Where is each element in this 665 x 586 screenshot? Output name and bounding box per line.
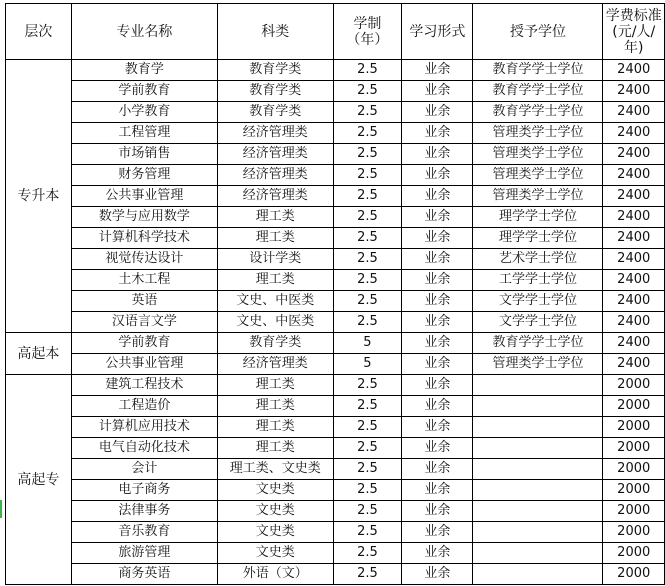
cell-degree[interactable]: 教育学学士学位 [473, 333, 603, 354]
header-fee[interactable] [603, 4, 665, 60]
cell-category[interactable]: 文史类 [217, 480, 333, 501]
cell-major[interactable]: 计算机应用技术 [71, 417, 217, 438]
cell-fee[interactable]: 2400 [603, 333, 665, 354]
cell-years[interactable]: 2.5 [333, 564, 402, 585]
table-body [6, 60, 665, 585]
cell-category[interactable]: 理工类 [217, 438, 333, 459]
table-row [6, 123, 665, 144]
cell-fee[interactable]: 2000 [603, 459, 665, 480]
table-row [6, 144, 665, 165]
cell-major[interactable]: 教育学 [71, 60, 217, 81]
table-row [6, 165, 665, 186]
cell-major[interactable]: 计算机科学技术 [71, 228, 217, 249]
cell-years[interactable]: 2.5 [333, 186, 402, 207]
table-row [6, 81, 665, 102]
cell-mode[interactable]: 业余 [402, 186, 473, 207]
cell-category[interactable]: 理工类 [217, 417, 333, 438]
cell-category[interactable]: 文史类 [217, 543, 333, 564]
header-level[interactable]: 层次 [6, 4, 72, 60]
cell-degree[interactable] [473, 480, 603, 501]
cell-mode[interactable]: 业余 [402, 81, 473, 102]
table-row [6, 249, 665, 270]
cell-fee[interactable]: 2400 [603, 144, 665, 165]
cell-mode[interactable]: 业余 [402, 165, 473, 186]
cell-degree[interactable]: 管理类学士学位 [473, 354, 603, 375]
cell-category[interactable]: 设计学类 [217, 249, 333, 270]
cell-mode[interactable]: 业余 [402, 438, 473, 459]
cell-category[interactable]: 经济管理类 [217, 123, 333, 144]
cell-fee[interactable]: 2000 [603, 438, 665, 459]
cell-mode[interactable]: 业余 [402, 144, 473, 165]
cell-major[interactable]: 公共事业管理 [71, 354, 217, 375]
header-degree[interactable]: 授予学位 [473, 4, 603, 60]
row-indicator-bar [0, 500, 2, 518]
cell-fee[interactable]: 2000 [603, 480, 665, 501]
table-row [6, 396, 665, 417]
cell-category[interactable]: 经济管理类 [217, 186, 333, 207]
cell-major[interactable]: 电子商务 [71, 480, 217, 501]
cell-fee[interactable]: 2000 [603, 564, 665, 585]
table-row [6, 312, 665, 333]
cell-major[interactable]: 音乐教育 [71, 522, 217, 543]
table-row [6, 270, 665, 291]
cell-fee[interactable]: 2400 [603, 354, 665, 375]
cell-mode[interactable]: 业余 [402, 270, 473, 291]
table-row [6, 60, 665, 81]
cell-years[interactable]: 2.5 [333, 165, 402, 186]
cell-level[interactable]: 专升本 [6, 60, 72, 333]
cell-category[interactable]: 理工类 [217, 375, 333, 396]
header-fee-line2: (元/人/ [612, 23, 656, 40]
cell-major[interactable]: 英语 [71, 291, 217, 312]
cell-major[interactable]: 法律事务 [71, 501, 217, 522]
cell-fee[interactable]: 2000 [603, 543, 665, 564]
cell-major[interactable]: 学前教育 [71, 333, 217, 354]
cell-degree[interactable] [473, 375, 603, 396]
table-row [6, 102, 665, 123]
header-years-line2: （年） [346, 31, 389, 48]
cell-mode[interactable]: 业余 [402, 417, 473, 438]
cell-category[interactable]: 理工类 [217, 228, 333, 249]
cell-years[interactable]: 2.5 [333, 501, 402, 522]
cell-major[interactable]: 工程造价 [71, 396, 217, 417]
cell-category[interactable]: 理工类 [217, 270, 333, 291]
cell-mode[interactable]: 业余 [402, 333, 473, 354]
cell-degree[interactable]: 管理类学士学位 [473, 165, 603, 186]
cell-fee[interactable]: 2400 [603, 165, 665, 186]
cell-category[interactable]: 教育学类 [217, 81, 333, 102]
cell-years[interactable]: 2.5 [333, 123, 402, 144]
cell-fee[interactable]: 2400 [603, 207, 665, 228]
header-fee-line1: 学费标准 [605, 7, 662, 24]
cell-years[interactable]: 5 [333, 354, 402, 375]
cell-level[interactable]: 高起专 [6, 375, 72, 585]
cell-major[interactable]: 市场销售 [71, 144, 217, 165]
cell-category[interactable]: 理工类 [217, 396, 333, 417]
cell-years[interactable]: 2.5 [333, 417, 402, 438]
cell-years[interactable]: 2.5 [333, 396, 402, 417]
cell-fee[interactable]: 2400 [603, 102, 665, 123]
cell-major[interactable]: 会计 [71, 459, 217, 480]
cell-fee[interactable]: 2000 [603, 501, 665, 522]
header-mode[interactable]: 学习形式 [402, 4, 473, 60]
header-category[interactable]: 科类 [217, 4, 333, 60]
cell-degree[interactable]: 管理类学士学位 [473, 186, 603, 207]
cell-fee[interactable]: 2400 [603, 81, 665, 102]
cell-years[interactable]: 2.5 [333, 438, 402, 459]
cell-major[interactable]: 小学教育 [71, 102, 217, 123]
header-years-line1: 学制 [353, 15, 382, 32]
cell-degree[interactable] [473, 522, 603, 543]
table-row [6, 228, 665, 249]
cell-years[interactable]: 2.5 [333, 249, 402, 270]
cell-degree[interactable]: 文学学士学位 [473, 291, 603, 312]
cell-mode[interactable]: 业余 [402, 207, 473, 228]
cell-degree[interactable] [473, 396, 603, 417]
cell-fee[interactable]: 2400 [603, 60, 665, 81]
cell-mode[interactable]: 业余 [402, 312, 473, 333]
cell-major[interactable]: 电气自动化技术 [71, 438, 217, 459]
table-row [6, 375, 665, 396]
cell-fee[interactable]: 2400 [603, 249, 665, 270]
cell-mode[interactable]: 业余 [402, 375, 473, 396]
cell-fee[interactable]: 2000 [603, 396, 665, 417]
cell-category[interactable]: 理工类、文史类 [217, 459, 333, 480]
cell-category[interactable]: 文史、中医类 [217, 312, 333, 333]
cell-degree[interactable] [473, 501, 603, 522]
cell-major[interactable]: 旅游管理 [71, 543, 217, 564]
cell-years[interactable]: 2.5 [333, 291, 402, 312]
cell-level[interactable]: 高起本 [6, 333, 72, 375]
table-row [6, 207, 665, 228]
cell-years[interactable]: 2.5 [333, 522, 402, 543]
table-row [6, 543, 665, 564]
cell-mode[interactable]: 业余 [402, 396, 473, 417]
table-row [6, 354, 665, 375]
cell-category[interactable]: 教育学类 [217, 333, 333, 354]
cell-degree[interactable]: 教育学学士学位 [473, 60, 603, 81]
cell-mode[interactable]: 业余 [402, 480, 473, 501]
cell-mode[interactable]: 业余 [402, 354, 473, 375]
header-row [6, 4, 665, 60]
cell-fee[interactable]: 2400 [603, 312, 665, 333]
cell-fee[interactable]: 2000 [603, 417, 665, 438]
cell-degree[interactable]: 艺术学士学位 [473, 249, 603, 270]
cell-category[interactable]: 外语（文） [217, 564, 333, 585]
table-row [6, 522, 665, 543]
cell-fee[interactable]: 2400 [603, 228, 665, 249]
cell-years[interactable]: 2.5 [333, 270, 402, 291]
cell-category[interactable]: 教育学类 [217, 102, 333, 123]
table-row [6, 291, 665, 312]
cell-degree[interactable]: 工学学士学位 [473, 270, 603, 291]
cell-category[interactable]: 教育学类 [217, 60, 333, 81]
table-row [6, 501, 665, 522]
header-major[interactable]: 专业名称 [71, 4, 217, 60]
cell-category[interactable]: 经济管理类 [217, 354, 333, 375]
cell-fee[interactable]: 2400 [603, 186, 665, 207]
cell-years[interactable]: 2.5 [333, 207, 402, 228]
cell-major[interactable]: 公共事业管理 [71, 186, 217, 207]
cell-years[interactable]: 2.5 [333, 480, 402, 501]
cell-mode[interactable]: 业余 [402, 459, 473, 480]
cell-mode[interactable]: 业余 [402, 291, 473, 312]
cell-category[interactable]: 文史类 [217, 522, 333, 543]
table-row [6, 459, 665, 480]
table-row [6, 438, 665, 459]
cell-major[interactable]: 数学与应用数学 [71, 207, 217, 228]
cell-major[interactable]: 建筑工程技术 [71, 375, 217, 396]
cell-mode[interactable]: 业余 [402, 102, 473, 123]
cell-fee[interactable]: 2400 [603, 123, 665, 144]
cell-mode[interactable]: 业余 [402, 60, 473, 81]
table-row [6, 186, 665, 207]
cell-mode[interactable]: 业余 [402, 249, 473, 270]
cell-degree[interactable] [473, 543, 603, 564]
cell-years[interactable]: 2.5 [333, 459, 402, 480]
cell-category[interactable]: 理工类 [217, 207, 333, 228]
cell-years[interactable]: 2.5 [333, 375, 402, 396]
table-row [6, 333, 665, 354]
cell-mode[interactable]: 业余 [402, 543, 473, 564]
cell-years[interactable]: 2.5 [333, 543, 402, 564]
cell-degree[interactable] [473, 417, 603, 438]
cell-major[interactable]: 财务管理 [71, 165, 217, 186]
cell-years[interactable]: 2.5 [333, 312, 402, 333]
cell-mode[interactable]: 业余 [402, 522, 473, 543]
cell-fee[interactable]: 2400 [603, 291, 665, 312]
cell-degree[interactable] [473, 564, 603, 585]
cell-major[interactable]: 商务英语 [71, 564, 217, 585]
table-row [6, 480, 665, 501]
cell-degree[interactable]: 教育学学士学位 [473, 102, 603, 123]
cell-major[interactable]: 视觉传达设计 [71, 249, 217, 270]
header-fee-line3: 年) [623, 39, 644, 56]
cell-mode[interactable]: 业余 [402, 228, 473, 249]
cell-category[interactable]: 文史、中医类 [217, 291, 333, 312]
cell-category[interactable]: 文史类 [217, 501, 333, 522]
cell-major[interactable]: 学前教育 [71, 81, 217, 102]
cell-degree[interactable] [473, 438, 603, 459]
cell-fee[interactable]: 2000 [603, 522, 665, 543]
cell-degree[interactable]: 理学学士学位 [473, 207, 603, 228]
cell-major[interactable]: 工程管理 [71, 123, 217, 144]
cell-years[interactable]: 2.5 [333, 102, 402, 123]
cell-years[interactable]: 2.5 [333, 81, 402, 102]
cell-years[interactable]: 5 [333, 333, 402, 354]
cell-degree[interactable]: 文学学士学位 [473, 312, 603, 333]
cell-fee[interactable]: 2400 [603, 270, 665, 291]
cell-category[interactable]: 经济管理类 [217, 165, 333, 186]
cell-mode[interactable]: 业余 [402, 123, 473, 144]
cell-degree[interactable]: 管理类学士学位 [473, 144, 603, 165]
header-years[interactable] [333, 4, 402, 60]
cell-degree[interactable] [473, 459, 603, 480]
table-row [6, 417, 665, 438]
cell-years[interactable]: 2.5 [333, 144, 402, 165]
cell-mode[interactable]: 业余 [402, 564, 473, 585]
table-row [6, 564, 665, 585]
cell-years[interactable]: 2.5 [333, 60, 402, 81]
cell-years[interactable]: 2.5 [333, 228, 402, 249]
cell-degree[interactable]: 教育学学士学位 [473, 81, 603, 102]
program-table [5, 3, 665, 585]
cell-mode[interactable]: 业余 [402, 501, 473, 522]
cell-major[interactable]: 土木工程 [71, 270, 217, 291]
cell-degree[interactable]: 管理类学士学位 [473, 123, 603, 144]
cell-fee[interactable]: 2000 [603, 375, 665, 396]
cell-major[interactable]: 汉语言文学 [71, 312, 217, 333]
cell-degree[interactable]: 理学学士学位 [473, 228, 603, 249]
cell-category[interactable]: 经济管理类 [217, 144, 333, 165]
